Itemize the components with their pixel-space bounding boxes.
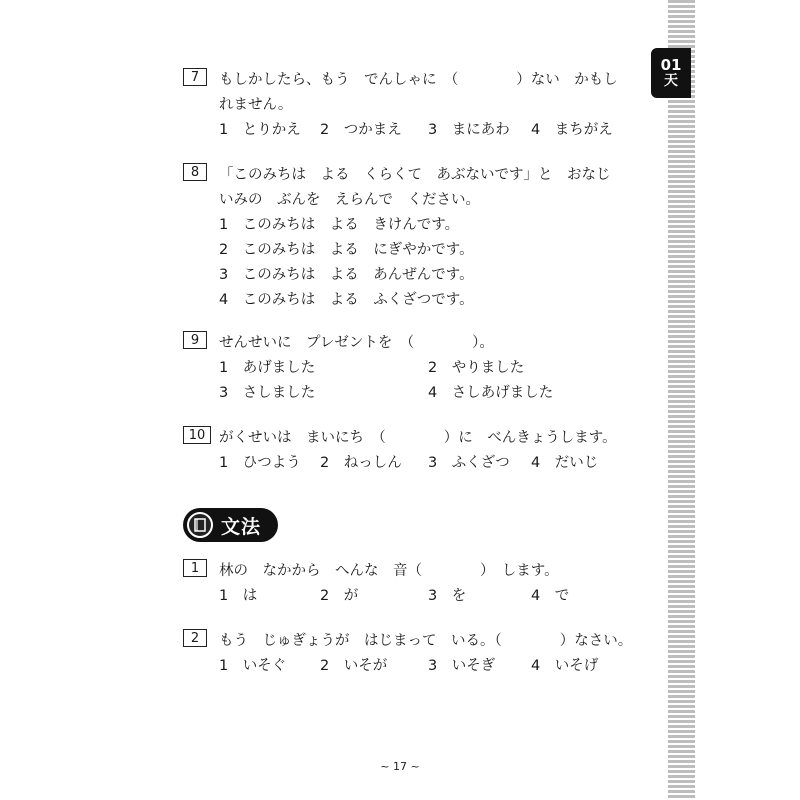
option-2: 2 ねっしん [320,455,402,471]
option-1: 1 とりかえ [219,122,301,138]
question-text-line: がくせいは まいにち （ ）に べんきょうします。 [219,430,617,446]
question-number: 9 [183,331,207,349]
question-text-line: もう じゅぎょうが はじまって いる。（ ）なさい。 [219,633,633,649]
section-header-grammar [183,508,278,542]
day-tab-number: 01 [660,56,682,75]
question-text-line: いみの ぶんを えらんで ください。 [219,192,480,208]
question-text-line: 林の なかから へんな 音（ ） します。 [219,563,559,579]
page-edge-stripe [668,0,695,800]
question-number: 10 [183,426,211,444]
option-4: 4 で [531,588,570,604]
question-number: 2 [183,629,207,647]
option-2: 2 が [320,588,359,604]
option-3: 3 さしました [219,385,316,401]
option-4: 4 このみちは よる ふくざつです。 [219,292,474,308]
question-text-line: せんせいに プレゼントを （ ）。 [219,335,494,351]
section-title: 文法 [221,515,262,538]
option-3: 3 を [428,588,467,604]
option-3: 3 いそぎ [428,658,496,674]
option-3: 3 このみちは よる あんぜんです。 [219,267,474,283]
option-1: 1 このみちは よる きけんです。 [219,217,460,233]
question-text-line: れません。 [219,97,293,113]
question-number: 8 [183,163,207,181]
option-1: 1 ひつよう [219,455,301,471]
option-2: 2 やりました [428,360,525,376]
option-4: 4 さしあげました [428,385,554,401]
page-number: ~ 17 ~ [380,760,420,773]
question-text-line: もしかしたら、もう でんしゃに （ ）ない かもし [219,72,618,88]
option-2: 2 いそが [320,658,388,674]
question-number: 1 [183,559,207,577]
question-text-line: 「このみちは よる くらくて あぶないです」と おなじ [219,167,611,183]
option-1: 1 あげました [219,360,316,376]
option-1: 1 は [219,588,258,604]
option-3: 3 ふくざつ [428,455,510,471]
option-2: 2 このみちは よる にぎやかです。 [219,242,474,258]
day-tab-char: 天 [664,72,678,89]
option-3: 3 まにあわ [428,122,510,138]
option-4: 4 いそげ [531,658,599,674]
day-tab [651,48,691,98]
option-1: 1 いそぐ [219,658,287,674]
option-2: 2 つかまえ [320,122,402,138]
option-4: 4 だいじ [531,455,599,471]
option-4: 4 まちがえ [531,122,613,138]
question-number: 7 [183,68,207,86]
book-icon [187,512,213,538]
